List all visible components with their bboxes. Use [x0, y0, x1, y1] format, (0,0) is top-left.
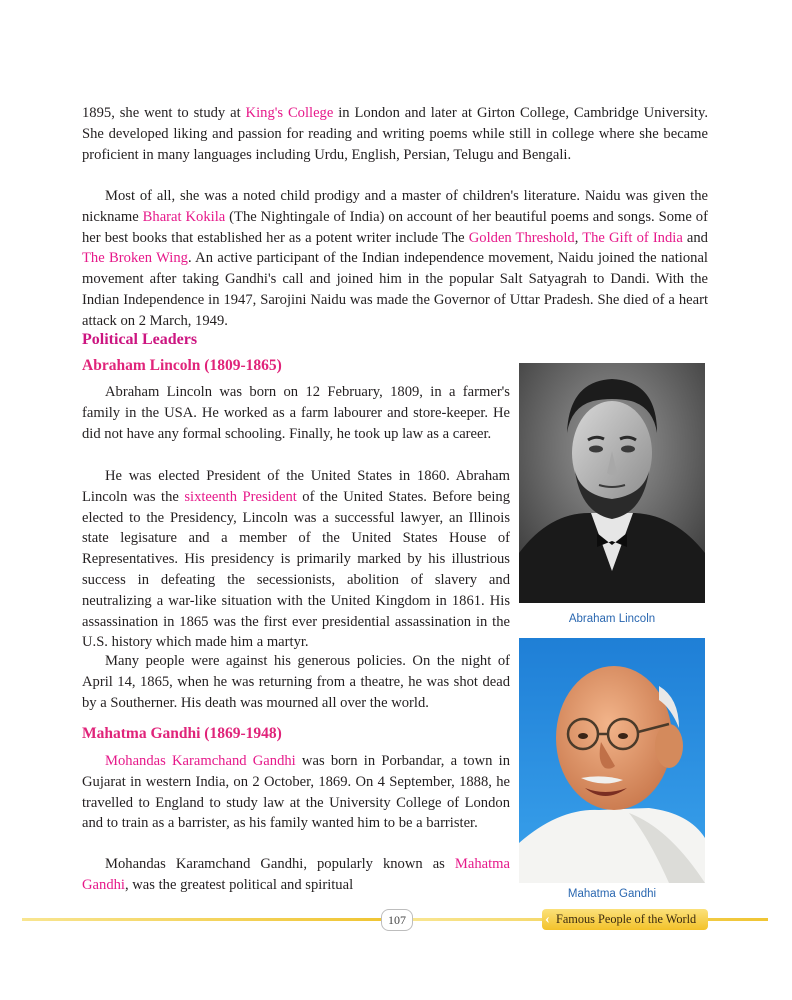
gandhi-portrait-illustration: [519, 638, 705, 883]
heading-mahatma-gandhi: Mahatma Gandhi (1869-1948): [82, 725, 282, 742]
heading-abraham-lincoln: Abraham Lincoln (1809-1865): [82, 357, 282, 374]
highlight-sixteenth-president: sixteenth President: [184, 488, 297, 505]
highlight-bharat-kokila: Bharat Kokila: [142, 208, 226, 225]
footer-book-title: Famous People of the World: [556, 912, 697, 926]
caption-abraham-lincoln: Abraham Lincoln: [568, 613, 656, 625]
photo-abraham-lincoln: [519, 363, 705, 603]
highlight-mohandas-karamchand-gandhi: Mohandas Karamchand Gandhi: [105, 753, 296, 769]
highlight-golden-threshold: Golden Threshold: [468, 229, 575, 246]
highlight-kings-college: King's College: [245, 105, 334, 121]
highlight-mahatma-gandhi: Mahatma Gandhi: [82, 856, 510, 893]
paragraph-gandhi-early-life: Mohandas Karamchand Gandhi was born in Porbandar, a town in Gujarat in western India, on 2 October, 1869. On 4 September, 1888, he travelled to England to study law at the University College of London and to train as a barrister, as his family wanted him to be a barrister.: [82, 753, 510, 832]
section-heading-political-leaders: Political Leaders: [82, 331, 198, 348]
paragraph-gandhi-mahatma: Mohandas Karamchand Gandhi, popularly known as Mahatma Gandhi, was the greatest political and spiritual: [82, 856, 510, 893]
highlight-gift-of-india: The Gift of India: [582, 229, 683, 246]
paragraph-lincoln-early-life: Abraham Lincoln was born on 12 February, 1809, in a farmer's family in the USA. He worked as a farm labourer and store-keeper. He did not have any formal schooling. Finally, he took up law as a career.: [82, 384, 510, 442]
caption-mahatma-gandhi: Mahatma Gandhi: [567, 888, 657, 900]
footer-book-title-tab: [542, 909, 708, 930]
highlight-broken-wing: The Broken Wing: [82, 250, 188, 267]
photo-mahatma-gandhi: [519, 638, 705, 883]
paragraph-naidu-career: Most of all, she was a noted child prodigy and a master of children's literature. Naidu was given the nickname Bharat Kokila (The Nightingale of India) on account of her beautiful poems and songs. Some of her best books that established her as a potent writer include The Golden Threshold, The Gift of India and The Broken Wing. An active participant of the Indian independence movement, Naidu joined the national movement after taking Gandhi's call and joined him in the popular Salt Satyagrah to Dandi. With the Indian Independence in 1947, Sarojini Naidu was made the Governor of Uttar Pradesh. She died of a heart attack on 2 March, 1949.: [82, 188, 708, 329]
lincoln-portrait-illustration: [519, 363, 705, 603]
paragraph-lincoln-death: Many people were against his generous policies. On the night of April 14, 1865, when he was returning from a theatre, he was shot dead by a Southerner. His death was mourned all over the world.: [82, 653, 510, 711]
footer-rule-left: [22, 918, 382, 921]
page-number: 107: [381, 909, 413, 931]
paragraph-naidu-education: 1895, she went to study at King's College in London and later at Girton College, Cambridge University. She developed liking and passion for reading and writing poems while still in college where she became proficient in many languages including Urdu, English, Persian, Telugu and Bengali.: [82, 105, 708, 163]
chevron-left-icon: ‹: [545, 912, 550, 927]
paragraph-lincoln-presidency: He was elected President of the United States in 1860. Abraham Lincoln was the sixteenth President of the United States. Before being elected to the Presidency, Lincoln was a successful lawyer, an Illinois state legisature and a member of the United States House of Representatives. His presidency is primarily marked by his illustrious success in defeating the secessionists, abolition of slavery and neutralizing a war-like situation with the United Kingdom in 1861. His assassination in 1865 was the first ever presidential assassination in the U.S. history which made him a martyr.: [82, 468, 511, 651]
